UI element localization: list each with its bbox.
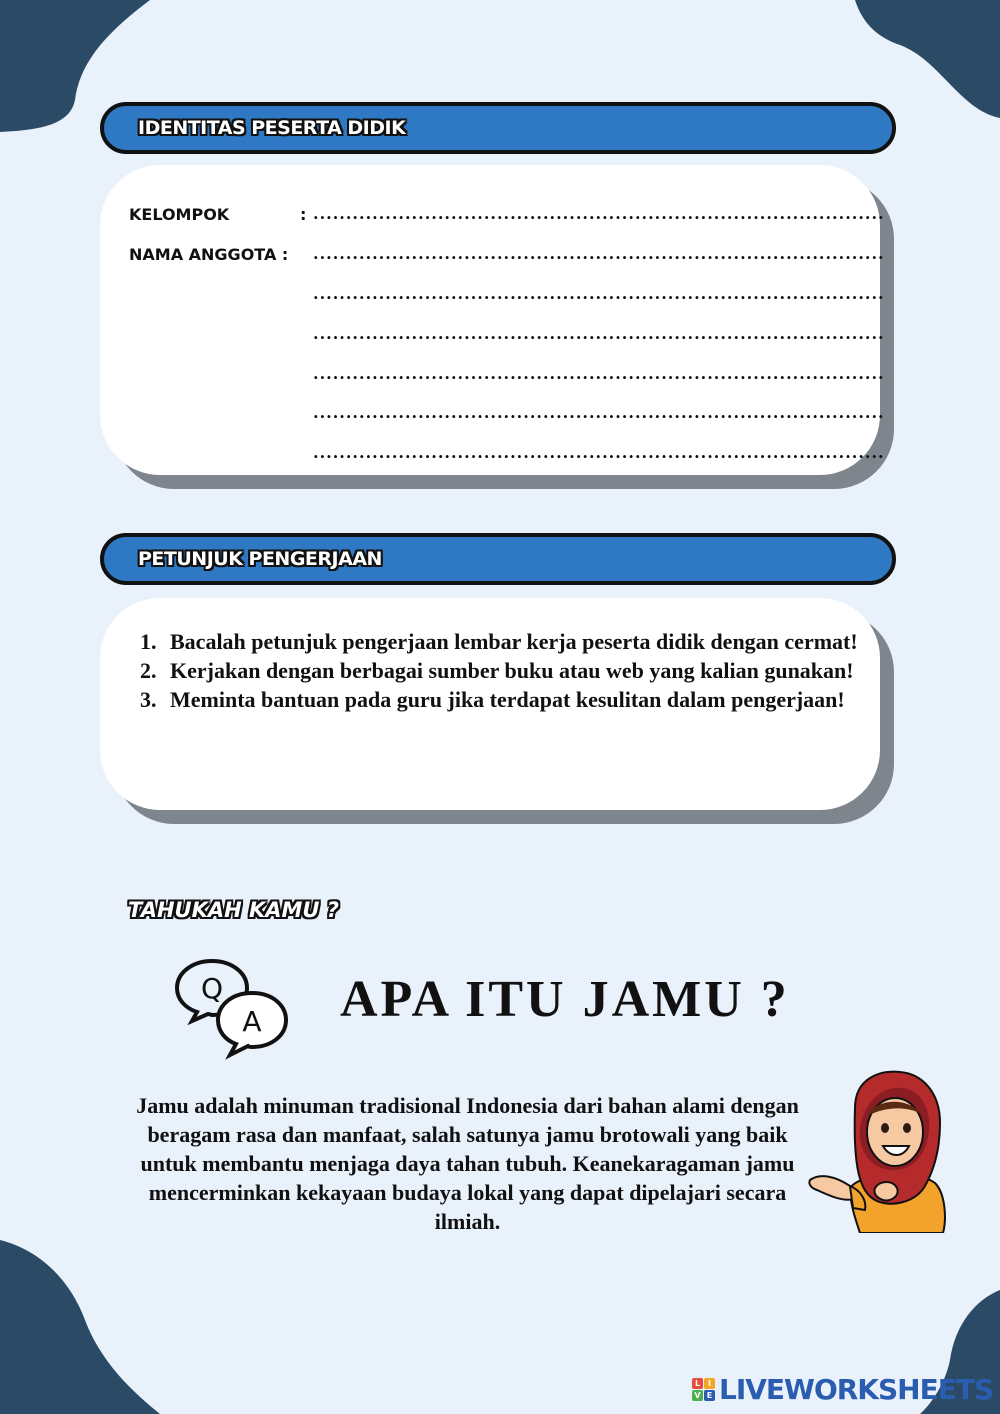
kelompok-field[interactable]: ....................................................................................... [313, 204, 885, 223]
qa-speech-bubbles-icon [172, 955, 292, 1060]
nama-anggota-field-3[interactable]: ....................................................................................... [313, 324, 885, 343]
kelompok-label: KELOMPOK [129, 205, 230, 224]
liveworksheets-brand[interactable] [692, 1373, 993, 1406]
liveworksheets-logo-icon [692, 1378, 715, 1401]
nama-anggota-field-1[interactable]: ....................................................................................... [313, 244, 885, 263]
did-you-know-heading: TAHUKAH KAMU ? [128, 898, 339, 922]
jamu-description: Jamu adalah minuman tradisional Indonesia dari bahan alami dengan beragam rasa dan manfaat, salah satunya jamu brotowali yang baik untuk membantu menjaga daya tahan tubuh. Keanekaragaman jamu mencerminkan kekayaan budaya lokal yang dapat dipelajari secara ilmiah. [136, 1093, 799, 1234]
nama-anggota-field-6[interactable]: ....................................................................................... [313, 443, 885, 462]
instruction-number: 2. [140, 658, 157, 683]
nama-anggota-field-5[interactable]: ....................................................................................... [313, 403, 885, 422]
brand-text: LIVEWORKSHEETS [719, 1373, 994, 1406]
girl-hijab-illustration [805, 1068, 950, 1233]
kelompok-colon: : [300, 205, 307, 224]
instruction-number: 1. [140, 629, 157, 654]
instructions-banner [100, 533, 896, 585]
instruction-text: Meminta bantuan pada guru jika terdapat kesulitan dalam pengerjaan! [170, 687, 845, 712]
instructions-banner-title: PETUNJUK PENGERJAAN [138, 548, 382, 570]
qa-a-letter: A [242, 1005, 262, 1038]
instruction-text: Bacalah petunjuk pengerjaan lembar kerja peserta didik dengan cermat! [170, 629, 858, 654]
instructions-list [140, 627, 858, 714]
instruction-text: Kerjakan dengan berbagai sumber buku atau web yang kalian gunakan! [170, 658, 854, 683]
instruction-item [140, 627, 858, 656]
logo-letter: I [704, 1378, 715, 1389]
identity-banner [100, 102, 896, 154]
identity-banner-title: IDENTITAS PESERTA DIDIK [138, 117, 406, 139]
logo-letter: E [704, 1390, 715, 1401]
nama-anggota-field-4[interactable]: ....................................................................................... [313, 364, 885, 383]
top-right-blob [855, 0, 1000, 118]
page-title: APA ITU JAMU ? [340, 971, 790, 1028]
instruction-item [140, 685, 858, 714]
qa-q-letter: Q [200, 972, 224, 1005]
instruction-number: 3. [140, 687, 157, 712]
instruction-item [140, 656, 858, 685]
nama-anggota-label: NAMA ANGGOTA : [129, 245, 289, 264]
logo-letter: V [692, 1390, 703, 1401]
nama-anggota-field-2[interactable]: ....................................................................................... [313, 284, 885, 303]
logo-letter: L [692, 1378, 703, 1389]
bottom-left-blob [0, 1240, 160, 1414]
